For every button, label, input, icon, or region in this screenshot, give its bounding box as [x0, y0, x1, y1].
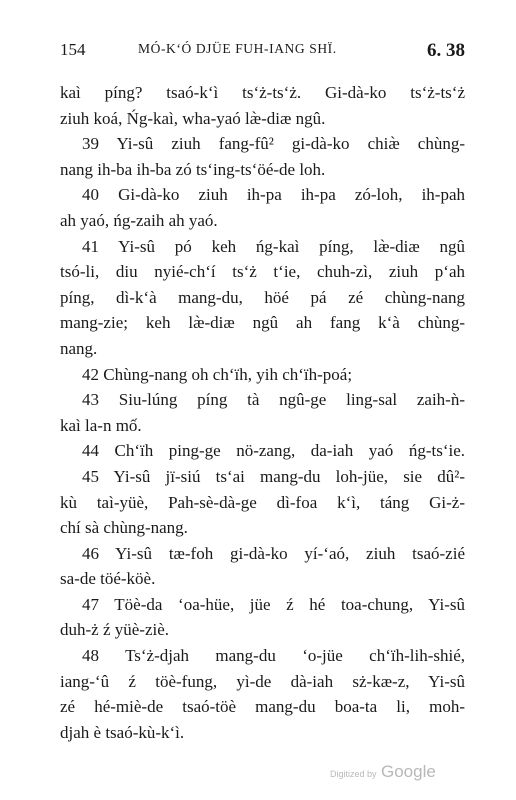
- verse-line: 39 Yi-sû ziuh fang-fû² gi-dà-ko chiæ̀ chùng-: [82, 134, 465, 154]
- text-line: nang ih-ba ih-ba zó tsʻing-tsʻöé-de loh.: [60, 159, 326, 179]
- page-header: [60, 40, 465, 66]
- verse-line: 48 Tsʻż-djah mang-du ʻo-jüe chʻïh-lih-shié,: [82, 646, 465, 666]
- text-line: kù taì-yüè, Pah-sè-dà-ge dì-foa kʻì, táng Gi-ż-: [60, 492, 465, 512]
- text-line: zé hé-miè-de tsaó-töè mang-du boa-ta li, moh-: [60, 697, 465, 717]
- verse-line: 46 Yi-sû tæ-foh gi-dà-ko yí-ʻaó, ziuh tsaó-zié: [82, 543, 465, 563]
- verse-line: 42 Chùng-nang oh chʻïh, yih chʻïh-poá;: [82, 364, 353, 384]
- text-line: duh-ż ź yüè-ziè.: [60, 620, 170, 640]
- text-line: píng, dì-kʻà mang-du, höé pá zé chùng-nang: [60, 287, 465, 307]
- text-line: nang.: [60, 338, 98, 358]
- text-line: ah yaó, ńg-zaih ah yaó.: [60, 210, 218, 230]
- digitized-watermark: [330, 762, 436, 782]
- chapter-reference: 6. 38: [427, 40, 465, 61]
- verse-line: 47 Töè-da ʻoa-hüe, jüe ź hé toa-chung, Yi-sû: [82, 594, 465, 614]
- page-number: 154: [60, 40, 86, 59]
- text-line: ziuh koá, Ńg-kaì, wha-yaó læ̀-diæ ngû.: [60, 108, 326, 128]
- text-line: kaì la-n mố.: [60, 415, 142, 435]
- digitized-label: Digitized by: [330, 769, 377, 779]
- text-line: djah è tsaó-kù-kʻì.: [60, 722, 185, 742]
- verse-line: 43 Siu-lúng píng tà ngû-ge ling-sal zaih-ǹ-: [82, 390, 465, 410]
- text-line: mang-zie; keh læ̀-diæ ngû ah fang kʻà chùng-: [60, 313, 465, 333]
- running-title: MÓ-KʻÓ DJÜE FUH-IANG SHÏ.: [138, 41, 337, 56]
- text-line: iang-ʻû ź töè-fung, yì-de dà-iah sż-kæ-z, Yi-sû: [60, 671, 465, 691]
- verse-line: 44 Chʻïh ping-ge nö-zang, da-iah yaó ńg-tsʻie.: [82, 441, 465, 461]
- verse-line: 45 Yi-sû jï-siú tsʻai mang-du loh-jüe, sie dû²-: [82, 466, 465, 486]
- text-line: kaì píng? tsaó-kʻì tsʻż-tsʻż. Gi-dà-ko tsʻż-tsʻż: [60, 83, 465, 102]
- text-line: chí sà chùng-nang.: [60, 518, 188, 538]
- text-line: sa-de töé-köè.: [60, 569, 156, 589]
- body-text: [60, 80, 465, 745]
- verse-line: 41 Yi-sû pó keh ńg-kaì píng, læ̀-diæ ngû: [82, 236, 465, 256]
- text-line: tsó-li, diu nyié-chʻí tsʻż tʻie, chuh-zì, ziuh pʻah: [60, 262, 465, 282]
- google-logo: Google: [380, 762, 436, 781]
- verse-line: 40 Gi-dà-ko ziuh ih-pa ih-pa zó-loh, ih-pah: [82, 185, 465, 205]
